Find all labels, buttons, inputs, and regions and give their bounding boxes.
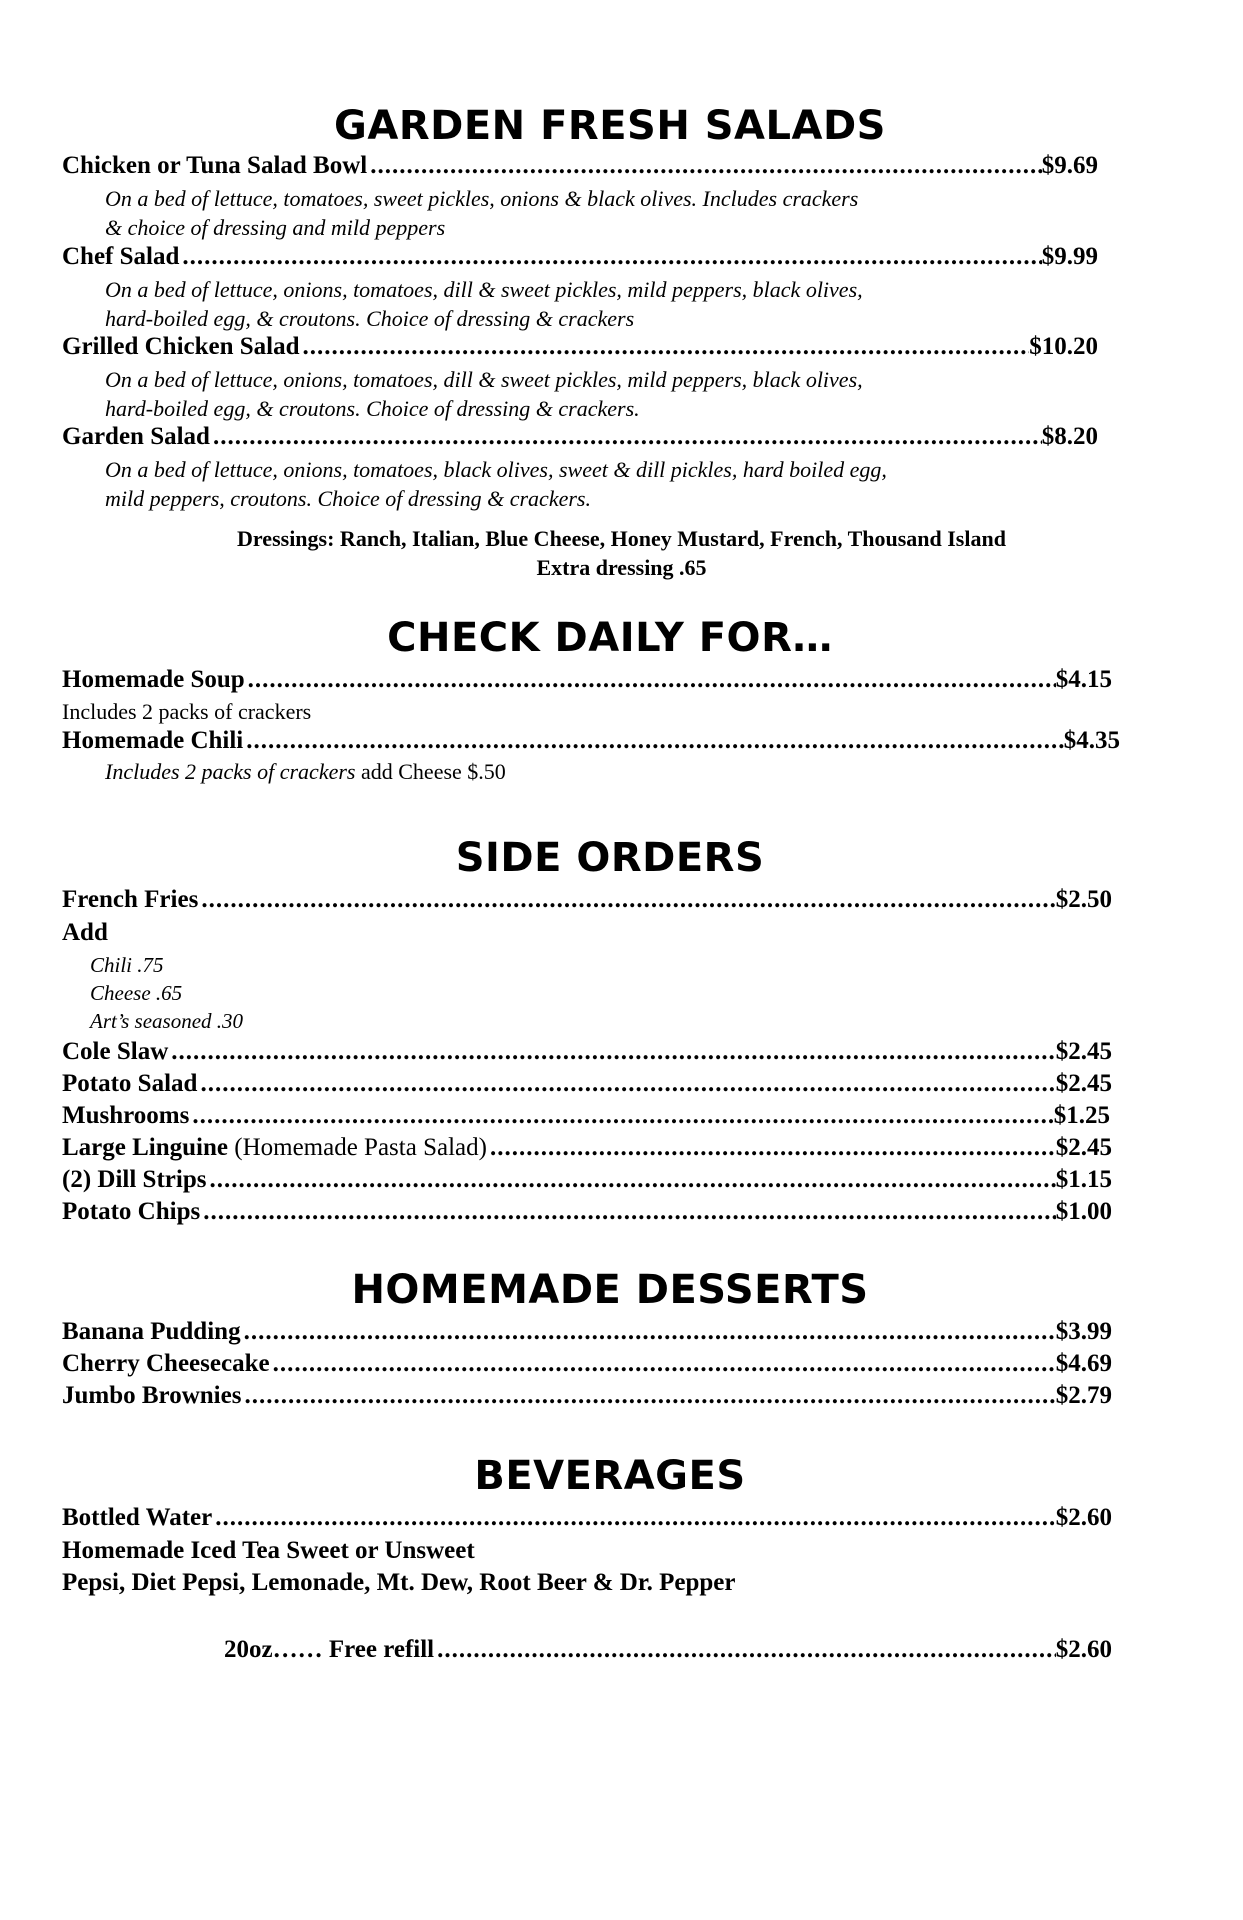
item-name: Homemade Chili (62, 727, 244, 754)
chili-note: Includes 2 packs of crackers add Cheese $.50 (105, 759, 506, 784)
menu-item-potato-chips (62, 1198, 1112, 1226)
menu-item-banana-pudding (62, 1318, 1112, 1346)
desserts-heading: HOMEMADE DESSERTS (351, 1267, 869, 1313)
dressings-list: Dressings: Ranch, Italian, Blue Cheese, Honey Mustard, French, Thousand Island (237, 526, 1006, 551)
menu-item-chef-salad (62, 243, 1098, 271)
item-name: Homemade Soup (62, 666, 245, 693)
menu-item-20oz-refill (224, 1636, 1112, 1664)
item-description: On a bed of lettuce, tomatoes, sweet pickles, onions & black olives. Includes crackers & choice of dressing and mild peppers (105, 186, 859, 240)
item-price: $10.20 (1029, 333, 1098, 360)
item-name: French Fries (62, 886, 199, 913)
menu-item-large-linguine (62, 1134, 1112, 1162)
menu-item-chicken-tuna-salad (62, 152, 1098, 180)
item-name: Potato Salad (62, 1070, 198, 1097)
item-name: Cole Slaw (62, 1038, 169, 1065)
item-price: $8.20 (1041, 423, 1098, 450)
soup-note: Includes 2 packs of crackers (62, 699, 312, 724)
item-price: $1.00 (1055, 1198, 1112, 1225)
item-price: $2.79 (1055, 1382, 1112, 1409)
menu-item-dill-strips (62, 1166, 1112, 1194)
item-price: $4.15 (1055, 666, 1112, 693)
menu-item-bottled-water (62, 1504, 1112, 1532)
item-price: $3.99 (1055, 1318, 1112, 1345)
item-name: Grilled Chicken Salad (62, 333, 300, 360)
item-name: Large Linguine (62, 1134, 228, 1161)
item-name: Mushrooms (62, 1102, 190, 1129)
menu-item-garden-salad (62, 423, 1098, 451)
item-name: Potato Chips (62, 1198, 201, 1225)
item-price: $2.50 (1055, 886, 1112, 913)
item-price: $2.60 (1055, 1504, 1112, 1531)
iced-tea-line: Homemade Iced Tea Sweet or Unsweet (62, 1537, 475, 1564)
sides-heading: SIDE ORDERS (455, 835, 765, 881)
addon-item: Chili .75 (90, 953, 164, 977)
item-description: On a bed of lettuce, onions, tomatoes, dill & sweet pickles, mild peppers, black olives, hard-boiled egg, & croutons. Choice of dressing & crackers. (105, 367, 863, 421)
item-price: $2.45 (1055, 1070, 1112, 1097)
item-price: $4.69 (1055, 1350, 1112, 1377)
menu-item-jumbo-brownies (62, 1382, 1112, 1410)
item-name: Garden Salad (62, 423, 210, 450)
menu-item-cole-slaw (62, 1038, 1112, 1066)
addon-item: Art’s seasoned .30 (90, 1009, 244, 1033)
addon-item: Cheese .65 (90, 981, 183, 1005)
item-subtitle: (Homemade Pasta Salad) (228, 1134, 487, 1161)
menu-item-cherry-cheesecake (62, 1350, 1112, 1378)
menu-item-homemade-soup (62, 666, 1112, 694)
item-price: $9.99 (1041, 243, 1098, 270)
menu-item-potato-salad (62, 1070, 1112, 1098)
item-name: Chicken or Tuna Salad Bowl (62, 152, 368, 179)
add-label: Add (62, 919, 108, 946)
item-price: $1.15 (1055, 1166, 1112, 1193)
item-name: Jumbo Brownies (62, 1382, 242, 1409)
item-price: $9.69 (1041, 152, 1098, 179)
item-name: Cherry Cheesecake (62, 1350, 270, 1377)
menu-item-french-fries (62, 886, 1112, 914)
item-name: Banana Pudding (62, 1318, 241, 1345)
item-price: $1.25 (1053, 1102, 1110, 1129)
item-price: $2.45 (1055, 1038, 1112, 1065)
salads-heading: GARDEN FRESH SALADS (334, 103, 886, 149)
item-name: Chef Salad (62, 243, 180, 270)
menu-item-homemade-chili (62, 727, 1120, 755)
item-name: 20oz…… Free refill (224, 1636, 435, 1663)
menu-item-mushrooms (62, 1102, 1110, 1130)
item-name: Bottled Water (62, 1504, 213, 1531)
extra-dressing-note: Extra dressing .65 (536, 555, 707, 580)
item-price: $2.45 (1055, 1134, 1112, 1161)
item-description: On a bed of lettuce, onions, tomatoes, black olives, sweet & dill pickles, hard boiled egg, mild peppers, croutons. Choice of dressing & crackers. (105, 457, 887, 511)
beverages-heading: BEVERAGES (474, 1453, 746, 1499)
item-name: (2) Dill Strips (62, 1166, 207, 1193)
sodas-line: Pepsi, Diet Pepsi, Lemonade, Mt. Dew, Root Beer & Dr. Pepper (62, 1569, 736, 1596)
menu-item-grilled-chicken-salad (62, 333, 1098, 361)
daily-heading: CHECK DAILY FOR… (387, 615, 833, 661)
item-description: On a bed of lettuce, onions, tomatoes, dill & sweet pickles, mild peppers, black olives, hard-boiled egg, & croutons. Choice of dressing & crackers (105, 277, 863, 331)
item-price: $2.60 (1055, 1636, 1112, 1663)
item-price: $4.35 (1063, 727, 1120, 754)
